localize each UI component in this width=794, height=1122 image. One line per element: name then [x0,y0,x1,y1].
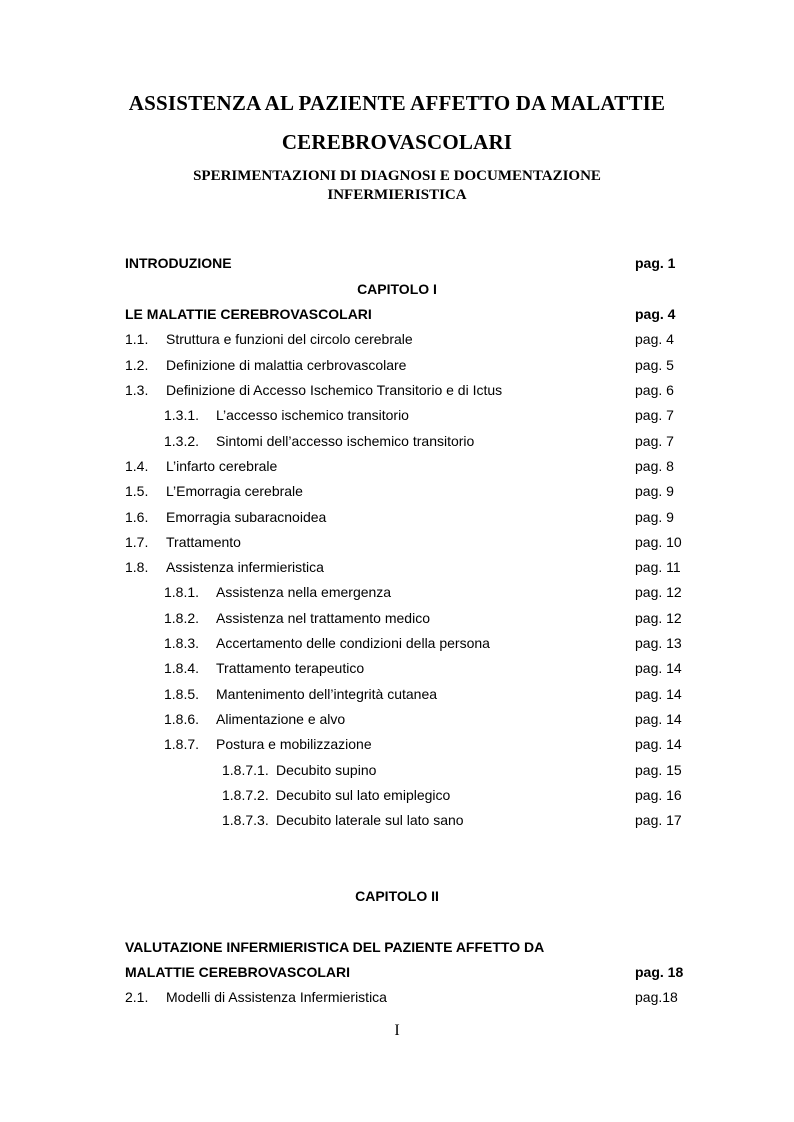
document-title-line2: CEREBROVASCOLARI [281,130,513,154]
chapter-1-heading: CAPITOLO I [357,281,437,297]
toc-entry-page: pag. 12 [635,610,682,626]
toc-entry [0,684,794,704]
toc-entry-page: pag. 14 [635,660,682,676]
toc-entry-page: pag. 17 [635,812,682,828]
toc-entry-text: Sintomi dell’accesso ischemico transitorio [216,433,475,449]
toc-entry-page: pag. 18 [635,964,684,980]
toc-entry-number: 1.8.1. [164,584,200,600]
toc-entry-text: L’accesso ischemico transitorio [216,407,409,423]
toc-entry-page: pag. 9 [635,509,674,525]
toc-entry-number: 1.8. [125,559,149,575]
toc-entry-page: pag. 11 [635,559,681,575]
toc-entry-number: 1.8.6. [164,711,200,727]
toc-entry-page: pag. 12 [635,584,682,600]
toc-entry-page: pag. 8 [635,458,674,474]
toc-entry-text: Decubito sul lato emiplegico [276,787,451,803]
toc-entry-page: pag. 14 [635,711,682,727]
document-subtitle-line2: INFERMIERISTICA [327,187,467,203]
toc-chapter-2-title-line2 [0,962,794,982]
toc-entry-text: Struttura e funzioni del circolo cerebrale [166,331,413,347]
toc-entry-number: 2.1. [125,989,149,1005]
toc-entry-page: pag. 6 [635,382,674,398]
toc-entry [0,709,794,729]
toc-entry-text: LE MALATTIE CEREBROVASCOLARI [125,306,372,322]
toc-entry-number: 1.5. [125,483,149,499]
toc-entry-text: Assistenza nel trattamento medico [216,610,430,626]
toc-entry-number: 1.8.4. [164,660,200,676]
toc-entry-text: Decubito supino [276,762,377,778]
toc-entry-text: L’Emorragia cerebrale [166,483,303,499]
toc-entry [0,507,794,527]
toc-entry-page: pag. 9 [635,483,674,499]
toc-entry-number: 1.3.2. [164,433,200,449]
toc-entry-text: Alimentazione e alvo [216,711,346,727]
toc-entry-number: 1.3. [125,382,149,398]
toc-entry-text: Trattamento [166,534,241,550]
toc-introduzione [0,253,794,273]
toc-entry [0,532,794,552]
toc-entry-text: Trattamento terapeutico [216,660,365,676]
toc-entry [0,380,794,400]
toc-entry-page: pag. 14 [635,736,682,752]
toc-entry-page: pag.18 [635,989,678,1005]
toc-entry-text: Accertamento delle condizioni della persona [216,635,490,651]
toc-entry [0,658,794,678]
toc-entry-page: pag. 4 [635,331,674,347]
toc-chapter-1-title [0,304,794,324]
toc-entry-number: 1.3.1. [164,407,200,423]
toc-entry-number: 1.1. [125,331,149,347]
toc-entry-page: pag. 5 [635,357,674,373]
toc-entry-number: 1.4. [125,458,149,474]
toc-entry-number: 1.8.7. [164,736,200,752]
toc-entry-number: 1.8.7.3. [222,812,269,828]
toc-entry [0,557,794,577]
toc-entry-number: 1.2. [125,357,149,373]
page-number: I [394,1022,400,1039]
toc-entry-text: MALATTIE CEREBROVASCOLARI [125,964,351,980]
toc-entry-number: 1.8.7.2. [222,787,269,803]
toc-entry-text: Definizione di malattia cerbrovascolare [166,357,407,373]
toc-entry [0,456,794,476]
toc-entry [0,785,794,805]
toc-entry [0,329,794,349]
toc-chapter-2-title-line1 [0,937,794,957]
toc-entry-text: INTRODUZIONE [125,255,232,271]
toc-entry-page: pag. 10 [635,534,682,550]
toc-entry [0,431,794,451]
toc-entry-page: pag. 13 [635,635,682,651]
toc-entry-text: Postura e mobilizzazione [216,736,372,752]
toc-entry-number: 1.7. [125,534,149,550]
toc-entry-text: Mantenimento dell’integrità cutanea [216,686,438,702]
toc-entry-text: Definizione di Accesso Ischemico Transitorio e di Ictus [166,382,503,398]
toc-entry-text: Emorragia subaracnoidea [166,509,327,525]
toc-entry-number: 1.8.5. [164,686,200,702]
toc-entry-page: pag. 14 [635,686,682,702]
toc-entry [0,633,794,653]
toc-entry [0,481,794,501]
toc-entry [0,734,794,754]
toc-entry-number: 1.8.2. [164,610,200,626]
toc-entry [0,405,794,425]
toc-entry-text: Assistenza nella emergenza [216,584,392,600]
toc-entry [0,355,794,375]
toc-entry-number: 1.8.3. [164,635,200,651]
toc-entry-text: Modelli di Assistenza Infermieristica [166,989,387,1005]
toc-entry-page: pag. 1 [635,255,676,271]
toc-entry-number: 1.6. [125,509,149,525]
toc-entry-number: 1.8.7.1. [222,762,269,778]
toc-entry-page: pag. 7 [635,407,674,423]
toc-entry-text: Assistenza infermieristica [166,559,324,575]
toc-entry-text: VALUTAZIONE INFERMIERISTICA DEL PAZIENTE AFFETTO DA [125,939,545,955]
document-subtitle-line1: SPERIMENTAZIONI DI DIAGNOSI E DOCUMENTAZIONE [193,168,601,184]
toc-entry-text: Decubito laterale sul lato sano [276,812,464,828]
toc-entry-page: pag. 16 [635,787,682,803]
toc-entry-page: pag. 4 [635,306,676,322]
chapter-2-heading: CAPITOLO II [355,888,439,904]
toc-entry-page: pag. 15 [635,762,682,778]
document-title-line1: ASSISTENZA AL PAZIENTE AFFETTO DA MALATTIE [128,91,666,115]
toc-entry-page: pag. 7 [635,433,674,449]
toc-entry [0,582,794,602]
toc-entry [0,608,794,628]
toc-entry [0,810,794,830]
toc-entry [0,760,794,780]
toc-entry-text: L’infarto cerebrale [166,458,278,474]
toc-entry [0,987,794,1007]
